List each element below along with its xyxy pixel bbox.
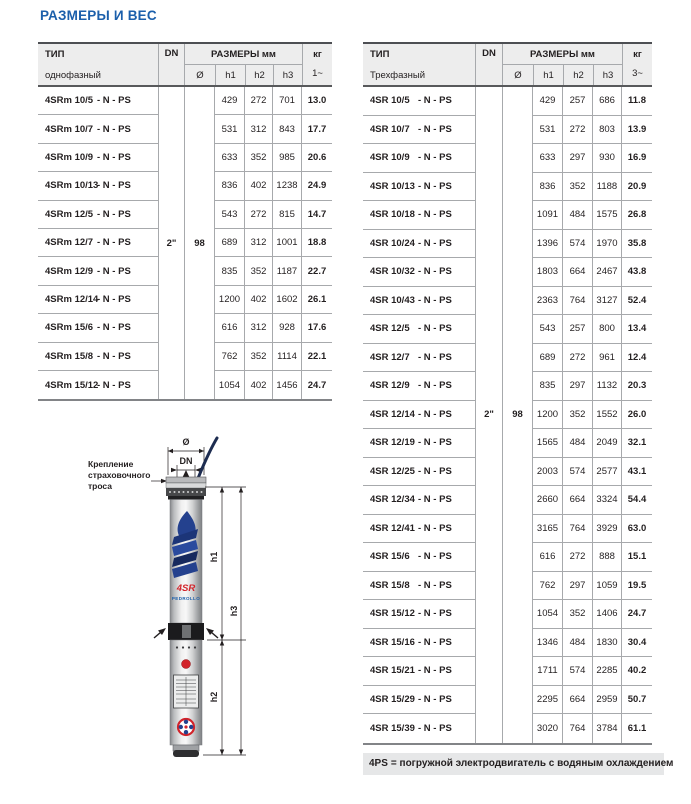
svg-text:троса: троса	[88, 481, 112, 491]
model-cell: 4SRm 10/5 - N - PS	[38, 87, 158, 115]
svg-text:Крепление: Крепление	[88, 459, 134, 469]
h3-cell: 3929	[593, 515, 622, 544]
model-cell: 4SRm 15/12 - N - PS	[45, 379, 131, 391]
pump-model-logo: 4SR	[176, 583, 196, 594]
page-title: РАЗМЕРЫ И ВЕС	[40, 8, 157, 23]
h2-cell: 257	[563, 87, 593, 116]
kg-label: кг	[313, 49, 322, 60]
h3-cell: 888	[593, 543, 622, 572]
h3-cell: 1188	[593, 173, 622, 202]
kg-cell: 54.4	[622, 486, 652, 515]
model-cell: 4SRm 15/6 - N - PS	[38, 314, 158, 342]
h1-cell: 1346	[533, 629, 563, 658]
h3-cell: 803	[593, 116, 622, 145]
h1-cell: 762	[215, 343, 245, 371]
h2-cell: 297	[563, 572, 593, 601]
weight-header	[622, 44, 652, 85]
kg-cell: 15.1	[622, 543, 652, 572]
kg-cell: 20.6	[302, 144, 332, 172]
h2-cell: 764	[563, 287, 593, 316]
values-grid	[533, 87, 652, 743]
diameter-header: Ø	[196, 69, 204, 81]
model-cell: 4SRm 10/9 - N - PS	[38, 144, 158, 172]
model-cell: 4SR 12/41 - N - PS	[363, 515, 475, 544]
model-cell: 4SR 10/43 - N - PS	[363, 287, 475, 316]
h3-cell: 2577	[593, 458, 622, 487]
kg-cell: 22.1	[302, 343, 332, 371]
model-cell: 4SRm 10/13 - N - PS	[38, 172, 158, 200]
model-cell: 4SR 10/5 - N - PS	[363, 87, 475, 116]
svg-text:Ø: Ø	[182, 437, 190, 447]
h2-cell: 297	[563, 144, 593, 173]
power-cable	[196, 438, 217, 483]
guard-arrow-left-icon	[154, 628, 166, 638]
h2-cell: 352	[245, 257, 273, 285]
single-phase-table	[38, 42, 332, 401]
model-cell: 4SR 12/25 - N - PS	[363, 458, 475, 487]
h3-cell: 1830	[593, 629, 622, 658]
h3-header: h3	[593, 65, 622, 85]
model-cell: 4SRm 12/14 - N - PS	[38, 286, 158, 314]
h2-cell: 272	[563, 344, 593, 373]
h3-cell: 930	[593, 144, 622, 173]
height-dimensions	[203, 487, 246, 755]
table-header	[38, 44, 332, 87]
svg-text:h3: h3	[229, 605, 239, 617]
rope-attachment-label	[88, 459, 167, 491]
h1-cell: 689	[215, 229, 245, 257]
h1-cell: 2003	[533, 458, 563, 487]
h3-cell: 3324	[593, 486, 622, 515]
kg-cell: 24.7	[307, 379, 327, 391]
kg-cell: 40.2	[622, 657, 652, 686]
model-cell: 4SR 12/19 - N - PS	[363, 429, 475, 458]
h3-cell: 686	[593, 87, 622, 116]
model-cell: 4SR 12/14 - N - PS	[363, 401, 475, 430]
kg-cell: 13.0	[302, 87, 332, 115]
h1-cell: 2660	[533, 486, 563, 515]
h2-cell: 352	[245, 144, 273, 172]
h2-cell: 272	[245, 201, 273, 229]
model-cell: 4SR 10/9 - N - PS	[363, 144, 475, 173]
phase-symbol: 1~	[312, 68, 323, 79]
svg-text:h2: h2	[209, 691, 219, 703]
h2-cell: 764	[563, 714, 593, 743]
kg-cell: 17.6	[302, 314, 332, 342]
h2-cell: 574	[563, 458, 593, 487]
h2-cell: 352	[245, 343, 273, 371]
h2-cell: 402	[245, 371, 273, 399]
h3-header: h3	[273, 65, 302, 85]
h3-cell: 843	[273, 115, 302, 143]
h2-cell: 312	[245, 314, 273, 342]
type-header: ТИП	[370, 49, 390, 60]
h3-cell: 701	[273, 87, 302, 115]
model-cell: 4SR 15/29 - N - PS	[363, 686, 475, 715]
kg-cell: 24.9	[302, 172, 332, 200]
h2-cell: 352	[563, 600, 593, 629]
kg-cell: 63.0	[622, 515, 652, 544]
brand-emblem	[178, 719, 194, 735]
h1-cell: 616	[215, 314, 245, 342]
h1-cell: 2295	[533, 686, 563, 715]
h2-cell: 272	[563, 116, 593, 145]
h2-cell: 312	[245, 115, 273, 143]
model-cell: 4SR 15/8 - N - PS	[363, 572, 475, 601]
h2-cell: 484	[563, 201, 593, 230]
kg-cell: 20.3	[622, 372, 652, 401]
kg-label: кг	[633, 49, 642, 60]
type-column	[38, 87, 158, 399]
h1-cell: 689	[533, 344, 563, 373]
footnote-text: = погружной электродвигатель с водяным охлаждением	[390, 758, 674, 769]
h3-cell: 1132	[593, 372, 622, 401]
pump-diagram	[60, 425, 250, 765]
model-cell: 4SR 12/34 - N - PS	[363, 486, 475, 515]
model-cell: 4SR 15/12 - N - PS	[363, 600, 475, 629]
h1-cell: 1091	[533, 201, 563, 230]
red-dot-badge	[182, 660, 191, 669]
h1-cell: 633	[533, 144, 563, 173]
h1-cell: 1803	[533, 258, 563, 287]
h2-cell: 764	[563, 515, 593, 544]
h3-cell: 2049	[593, 429, 622, 458]
table-body	[38, 87, 332, 399]
h1-cell: 429	[533, 87, 563, 116]
kg-cell: 26.1	[302, 286, 332, 314]
kg-cell: 12.4	[622, 344, 652, 373]
h1-cell: 835	[533, 372, 563, 401]
kg-cell: 43.8	[622, 258, 652, 287]
kg-cell: 26.8	[622, 201, 652, 230]
h3-cell: 1406	[593, 600, 622, 629]
h2-header: h2	[245, 65, 273, 85]
model-cell: 4SRm 12/5 - N - PS	[38, 201, 158, 229]
h3-cell: 3127	[593, 287, 622, 316]
sizes-header: РАЗМЕРЫ мм	[503, 44, 622, 65]
h3-cell: 815	[273, 201, 302, 229]
h3-cell: 928	[273, 314, 302, 342]
h2-cell: 297	[563, 372, 593, 401]
model-cell: 4SRm 12/7 - N - PS	[38, 229, 158, 257]
pump-illustration	[154, 477, 218, 757]
svg-text:страховочного: страховочного	[88, 470, 151, 480]
table-body	[363, 87, 652, 743]
h2-cell: 484	[563, 429, 593, 458]
h1-cell: 2363	[533, 287, 563, 316]
values-grid	[215, 87, 332, 399]
kg-cell: 16.9	[622, 144, 652, 173]
model-cell: 4SR 15/16 - N - PS	[363, 629, 475, 658]
model-cell: 4SR 10/32 - N - PS	[363, 258, 475, 287]
kg-cell: 26.0	[622, 401, 652, 430]
h2-cell: 402	[245, 286, 273, 314]
h1-cell: 1054	[533, 600, 563, 629]
diameter-value-cell: 98	[503, 87, 533, 743]
h3-cell: 961	[593, 344, 622, 373]
h2-cell: 272	[563, 543, 593, 572]
kg-cell: 30.4	[622, 629, 652, 658]
svg-text:h1: h1	[209, 551, 219, 563]
h1-cell: 835	[215, 257, 245, 285]
svg-text:DN: DN	[179, 456, 193, 466]
kg-cell: 43.1	[622, 458, 652, 487]
kg-cell: 13.9	[622, 116, 652, 145]
pump-brand-logo: PEDROLLO	[171, 596, 201, 601]
h1-cell: 543	[533, 315, 563, 344]
dn-value-cell: 2"	[158, 87, 185, 399]
h1-cell: 531	[533, 116, 563, 145]
footnote-prefix: 4PS	[369, 758, 388, 769]
kg-cell: 20.9	[622, 173, 652, 202]
kg-cell: 13.4	[622, 315, 652, 344]
pump-diagram-svg	[60, 425, 250, 765]
h1-cell: 1396	[533, 230, 563, 259]
h3-cell: 1001	[273, 229, 302, 257]
h3-cell: 1187	[273, 257, 302, 285]
h3-cell: 1552	[593, 401, 622, 430]
h1-cell: 836	[533, 173, 563, 202]
kg-cell: 24.7	[622, 600, 652, 629]
kg-cell: 61.1	[627, 722, 647, 734]
dn-value-cell: 2"	[475, 87, 503, 743]
h1-cell: 1054	[215, 371, 245, 399]
h2-cell: 312	[245, 229, 273, 257]
h1-cell: 836	[215, 172, 245, 200]
h2-cell: 664	[563, 258, 593, 287]
h1-cell: 429	[215, 87, 245, 115]
h1-cell: 543	[215, 201, 245, 229]
type-column	[363, 87, 475, 743]
h1-cell: 616	[533, 543, 563, 572]
model-cell: 4SRm 12/9 - N - PS	[38, 257, 158, 285]
phase-symbol: 3~	[632, 68, 643, 79]
h2-cell: 574	[563, 657, 593, 686]
h1-cell: 1200	[533, 401, 563, 430]
diameter-value-cell: 98	[185, 87, 215, 399]
model-cell: 4SR 10/7 - N - PS	[363, 116, 475, 145]
h3-cell: 2959	[593, 686, 622, 715]
kg-cell: 11.8	[622, 87, 652, 116]
h3-cell: 1238	[273, 172, 302, 200]
h2-cell: 352	[563, 401, 593, 430]
model-cell: 4SR 12/9 - N - PS	[363, 372, 475, 401]
kg-cell: 17.7	[302, 115, 332, 143]
kg-cell: 19.5	[622, 572, 652, 601]
h2-cell: 484	[563, 629, 593, 658]
h2-cell: 664	[563, 686, 593, 715]
kg-cell: 50.7	[622, 686, 652, 715]
phase-header: однофазный	[45, 69, 101, 81]
h1-header: h1	[215, 65, 245, 85]
h3-cell: 2467	[593, 258, 622, 287]
sizes-header: РАЗМЕРЫ мм	[185, 44, 302, 65]
diameter-header: Ø	[514, 69, 522, 81]
h1-cell: 3165	[533, 515, 563, 544]
model-cell: 4SR 12/7 - N - PS	[363, 344, 475, 373]
weight-header	[302, 44, 332, 85]
h2-cell: 352	[563, 173, 593, 202]
h1-cell: 531	[215, 115, 245, 143]
h3-cell: 1970	[593, 230, 622, 259]
type-header: ТИП	[45, 49, 65, 60]
h1-header: h1	[533, 65, 563, 85]
h3-cell: 1114	[273, 343, 302, 371]
h1-cell: 633	[215, 144, 245, 172]
h1-cell: 3020	[533, 714, 563, 743]
model-cell: 4SRm 10/7 - N - PS	[38, 115, 158, 143]
h2-cell: 574	[563, 230, 593, 259]
model-cell: 4SR 15/6 - N - PS	[363, 543, 475, 572]
h3-cell: 985	[273, 144, 302, 172]
guard-arrow-right-icon	[206, 628, 218, 638]
h1-cell: 1200	[215, 286, 245, 314]
h3-cell: 800	[593, 315, 622, 344]
kg-cell: 32.1	[622, 429, 652, 458]
footnote	[363, 753, 674, 775]
kg-cell: 18.8	[302, 229, 332, 257]
h1-cell: 762	[533, 572, 563, 601]
model-cell: 4SRm 15/8 - N - PS	[38, 343, 158, 371]
kg-cell: 14.7	[302, 201, 332, 229]
model-cell: 4SR 12/5 - N - PS	[363, 315, 475, 344]
h2-header: h2	[563, 65, 593, 85]
model-cell: 4SR 15/39 - N - PS	[370, 722, 452, 734]
h1-cell: 1565	[533, 429, 563, 458]
model-cell: 4SR 15/21 - N - PS	[363, 657, 475, 686]
table-header	[363, 44, 652, 87]
h2-cell: 664	[563, 486, 593, 515]
motor-nameplate	[174, 675, 199, 708]
kg-cell: 22.7	[302, 257, 332, 285]
h3-cell: 2285	[593, 657, 622, 686]
h2-cell: 257	[563, 315, 593, 344]
kg-cell: 35.8	[622, 230, 652, 259]
dn-header: DN	[475, 44, 503, 85]
h1-cell: 1711	[533, 657, 563, 686]
model-cell: 4SR 10/18 - N - PS	[363, 201, 475, 230]
model-cell: 4SR 10/13 - N - PS	[363, 173, 475, 202]
h3-cell: 1456	[273, 371, 302, 399]
h3-cell: 3784	[593, 714, 622, 743]
h2-cell: 402	[245, 172, 273, 200]
model-cell: 4SR 10/24 - N - PS	[363, 230, 475, 259]
dn-header: DN	[158, 44, 185, 85]
h2-cell: 272	[245, 87, 273, 115]
phase-header: Трехфазный	[370, 69, 426, 81]
h3-cell: 1059	[593, 572, 622, 601]
three-phase-table	[363, 42, 652, 745]
kg-cell: 52.4	[622, 287, 652, 316]
h3-cell: 1602	[273, 286, 302, 314]
h3-cell: 1575	[593, 201, 622, 230]
